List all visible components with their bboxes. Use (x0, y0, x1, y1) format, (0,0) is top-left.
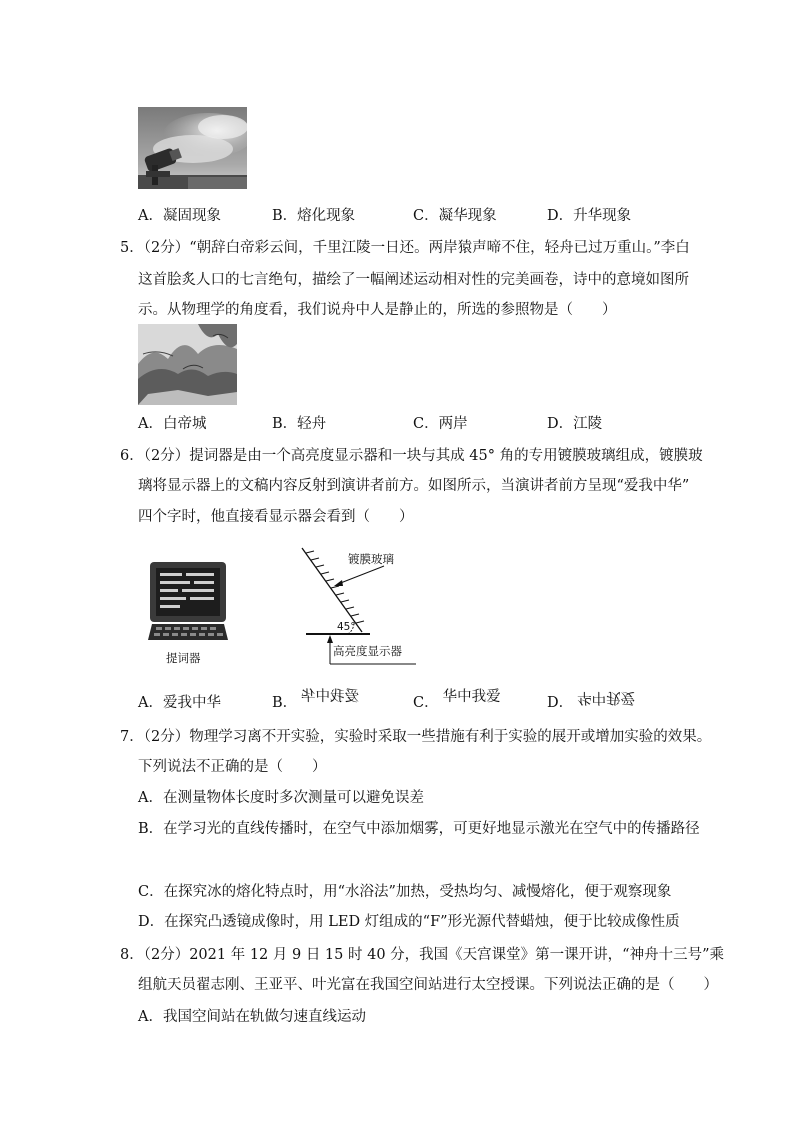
q4-option-c[interactable]: C．凝华现象 (413, 208, 497, 224)
q6-option-b[interactable] (272, 689, 360, 713)
teleprompter-device (146, 560, 230, 644)
q4-option-a[interactable]: A．凝固现象 (138, 208, 221, 224)
q6-stem-line-2: 璃将显示器上的文稿内容反射到演讲者前方。如图所示，当演讲者前方呈现“爱我中华” (138, 478, 690, 494)
q6-option-a[interactable] (138, 693, 221, 713)
snow-cannon-photo (138, 107, 247, 189)
glass-label: 镀膜玻璃 (348, 552, 394, 566)
q6-stem-line-1: 6．（2分）提词器是由一个高亮度显示器和一块与其成 45° 角的专用镀膜玻璃组成，镀膜玻 (120, 448, 703, 464)
q6-option-c-letter: C． (413, 695, 439, 711)
q7-option-b[interactable]: B．在学习光的直线传播时，在空气中添加烟雾，可更好地显示激光在空气中的传播路径 (138, 821, 700, 837)
teleprompter-label: 提词器 (166, 651, 201, 665)
q6-option-c[interactable] (413, 689, 501, 713)
angle-label: 45° (337, 621, 356, 633)
landscape-painting (138, 324, 237, 405)
q6-option-b-letter: B． (272, 695, 298, 711)
q6-option-d[interactable] (547, 689, 636, 713)
q4-option-b[interactable]: B．熔化现象 (272, 208, 356, 224)
q7-option-a[interactable]: A．在测量物体长度时多次测量可以避免误差 (138, 790, 424, 806)
q7-stem-line-1: 7．（2分）物理学习离不开实验，实验时采取一些措施有利于实验的展开或增加实验的效果。 (120, 729, 712, 745)
q5-option-a[interactable]: A．白帝城 (138, 416, 207, 432)
q6-option-d-letter: D． (547, 695, 574, 711)
q7-option-c[interactable]: C．在探究冰的熔化特点时，用“水浴法”加热，受热均匀、减慢熔化，便于观察现象 (138, 884, 672, 900)
q5-option-c[interactable]: C．两岸 (413, 416, 468, 432)
q5-option-b[interactable]: B．轻舟 (272, 416, 327, 432)
q6-option-d-text: 华中我爱 (577, 689, 636, 705)
q4-option-d[interactable]: D．升华现象 (547, 208, 632, 224)
q8-option-a[interactable]: A．我国空间站在轨做匀速直线运动 (138, 1009, 366, 1025)
q7-option-d[interactable]: D．在探究凸透镜成像时，用 LED 灯组成的“F”形光源代替蜡烛，便于比较成像性质 (138, 914, 680, 930)
q5-stem-line-2: 这首脍炙人口的七言绝句，描绘了一幅阐述运动相对性的完美画卷，诗中的意境如图所 (138, 272, 689, 288)
q8-stem-line-2: 组航天员翟志刚、王亚平、叶光富在我国空间站进行太空授课。下列说法正确的是（ ） (138, 977, 718, 993)
q6-option-b-text: 爱我中华 (301, 689, 360, 705)
q6-stem-line-3: 四个字时，他直接看显示器会看到（ ） (138, 509, 414, 525)
q5-stem-line-1: 5．（2分）“朝辞白帝彩云间，千里江陵一日还。两岸猿声啼不住，轻舟已过万重山。”李白 (120, 240, 690, 256)
q8-stem-line-1: 8．（2分）2021 年 12 月 9 日 15 时 40 分，我国《天宫课堂》第一课开讲，“神舟十三号”乘 (120, 947, 724, 963)
q5-stem-line-3: 示。从物理学的角度看，我们说舟中人是静止的，所选的参照物是（ ） (138, 302, 617, 318)
display-label: 高亮度显示器 (333, 644, 402, 658)
q7-stem-line-2: 下列说法不正确的是（ ） (138, 759, 327, 775)
q6-option-a-text: 爱我中华 (162, 695, 221, 711)
q6-option-c-text: 华中我爱 (442, 689, 501, 705)
q5-option-d[interactable]: D．江陵 (547, 416, 603, 432)
q6-option-a-letter: A． (138, 695, 163, 711)
